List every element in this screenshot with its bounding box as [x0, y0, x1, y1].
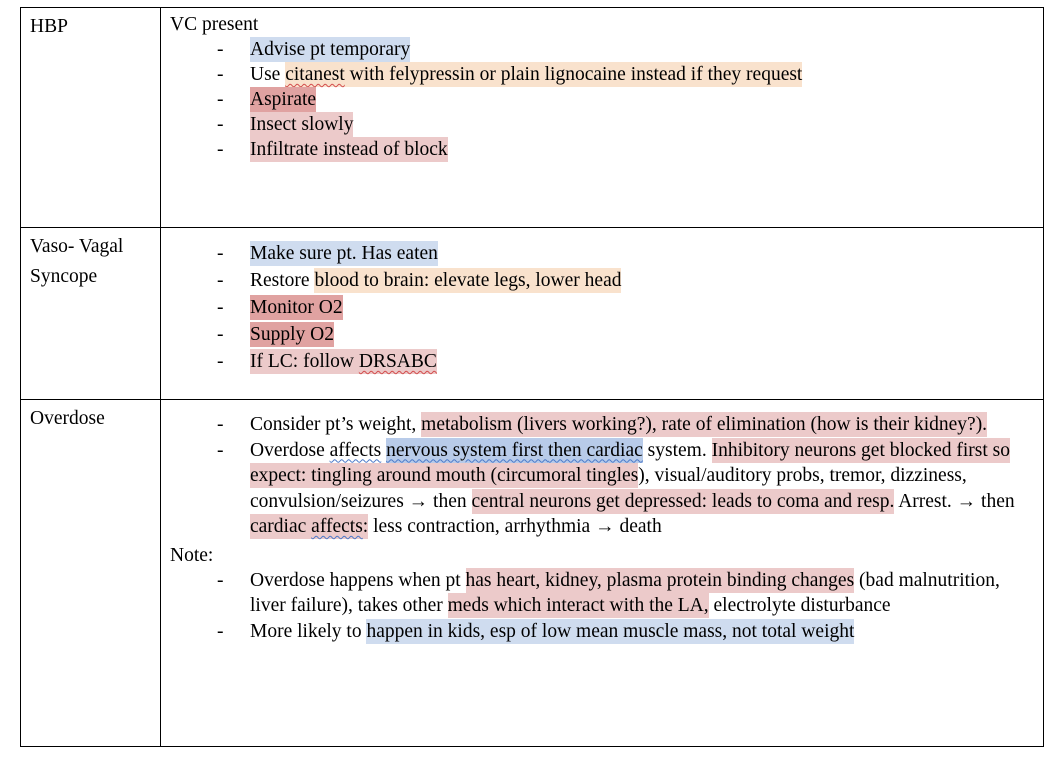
dash-bullet: -	[217, 139, 224, 160]
management-cell	[161, 400, 1044, 747]
intro-line: VC present	[170, 14, 259, 35]
list-item-text: system.	[642, 439, 712, 461]
list-item-text: Consider pt’s weight,	[250, 414, 422, 435]
highlighted-text: If LC: follow	[250, 351, 359, 372]
highlighted-text: Aspirate	[250, 89, 317, 110]
highlighted-text: Inhibitory neurons get blocked first so expect: tingling around mouth (	[250, 439, 1010, 486]
highlighted-text: citanest	[285, 64, 345, 85]
highlighted-text: Infiltrate instead of block	[250, 139, 448, 160]
dash-bullet: -	[217, 89, 224, 110]
highlighted-text: affects	[311, 516, 363, 537]
dash-bullet: -	[217, 270, 224, 291]
highlighted-text: then cardiac	[548, 439, 643, 461]
list-item-text: Use	[250, 64, 286, 85]
management-cell	[161, 228, 1044, 400]
list-item-text: ), visual/auditory probs, tremor, dizziness, convulsion/seizures → then	[250, 465, 967, 512]
bullet-list	[170, 412, 1031, 540]
condition-label-cell	[21, 8, 161, 228]
highlighted-text: circumoral tingles	[496, 465, 639, 486]
list-item	[170, 321, 1031, 348]
highlighted-text: Make sure pt. Has eaten	[250, 243, 438, 264]
list-item	[170, 267, 1031, 294]
dash-bullet: -	[217, 39, 224, 60]
table-row-overdose	[21, 400, 1044, 747]
note-bullet-list	[170, 568, 1031, 645]
list-item	[170, 438, 1031, 540]
bullet-list	[170, 37, 1031, 162]
list-item	[170, 619, 1031, 645]
list-item-text: affects	[329, 439, 382, 461]
list-item	[170, 62, 1031, 87]
management-cell	[161, 8, 1044, 228]
dash-bullet: -	[217, 569, 224, 591]
dash-bullet: -	[217, 324, 224, 345]
table-row-syncope	[21, 228, 1044, 400]
dash-bullet: -	[217, 439, 224, 461]
highlighted-text: Advise pt temporary	[250, 39, 411, 60]
list-item	[170, 137, 1031, 162]
list-item-text: electrolyte disturbance	[708, 595, 891, 616]
condition-label: HBP	[30, 16, 68, 37]
highlighted-text: Supply O2	[250, 324, 334, 345]
dash-bullet: -	[217, 64, 224, 85]
note-label: Note:	[170, 544, 214, 566]
highlighted-text: happen in kids, esp of low mean muscle mass, not total weight	[366, 620, 855, 642]
dash-bullet: -	[217, 243, 224, 264]
condition-label: Vaso- Vagal Syncope	[30, 236, 124, 287]
dash-bullet: -	[217, 351, 224, 372]
bullet-list	[170, 240, 1031, 375]
notes-table	[20, 7, 1044, 747]
list-item-text: Arrest. → then	[894, 490, 1015, 512]
condition-label-cell	[21, 400, 161, 747]
list-item-text: Restore	[250, 270, 315, 291]
dash-bullet: -	[217, 297, 224, 318]
list-item	[170, 412, 1031, 438]
highlighted-text: metabolism (livers working?), rate of elimination (how is their kidney?).	[421, 414, 988, 435]
table-row-hbp	[21, 8, 1044, 228]
list-item	[170, 568, 1031, 619]
list-item	[170, 294, 1031, 321]
list-item-text: less contraction, arrhythmia → death	[368, 516, 662, 537]
list-item	[170, 87, 1031, 112]
list-item-text: Overdose happens when pt	[250, 569, 466, 591]
highlighted-text: cardiac	[250, 516, 312, 537]
dash-bullet: -	[217, 414, 224, 435]
highlighted-text: central neurons get depressed: leads to coma and resp.	[471, 490, 895, 512]
list-item	[170, 348, 1031, 375]
highlighted-text: Monitor O2	[250, 297, 343, 318]
highlighted-text: with felypressin or plain lignocaine instead if they request	[344, 64, 803, 85]
list-item-text: Overdose	[250, 439, 330, 461]
list-item	[170, 240, 1031, 267]
condition-label-cell	[21, 228, 161, 400]
dash-bullet: -	[217, 114, 224, 135]
highlighted-text: :	[362, 516, 369, 537]
highlighted-text: DRSABC	[358, 351, 437, 372]
dash-bullet: -	[217, 620, 224, 642]
list-item-text: (bad malnutrition, liver failure), takes other	[250, 569, 1000, 616]
highlighted-text: meds which interact with the LA,	[447, 595, 709, 616]
list-item-text: More likely to	[250, 620, 367, 642]
highlighted-text: blood to brain: elevate legs, lower head	[314, 270, 622, 291]
list-item	[170, 37, 1031, 62]
condition-label: Overdose	[30, 408, 105, 429]
highlighted-text: nervous system first	[386, 439, 549, 461]
highlighted-text: has heart, kidney, plasma protein binding changes	[465, 569, 855, 591]
highlighted-text: Insect slowly	[250, 114, 354, 135]
list-item	[170, 112, 1031, 137]
